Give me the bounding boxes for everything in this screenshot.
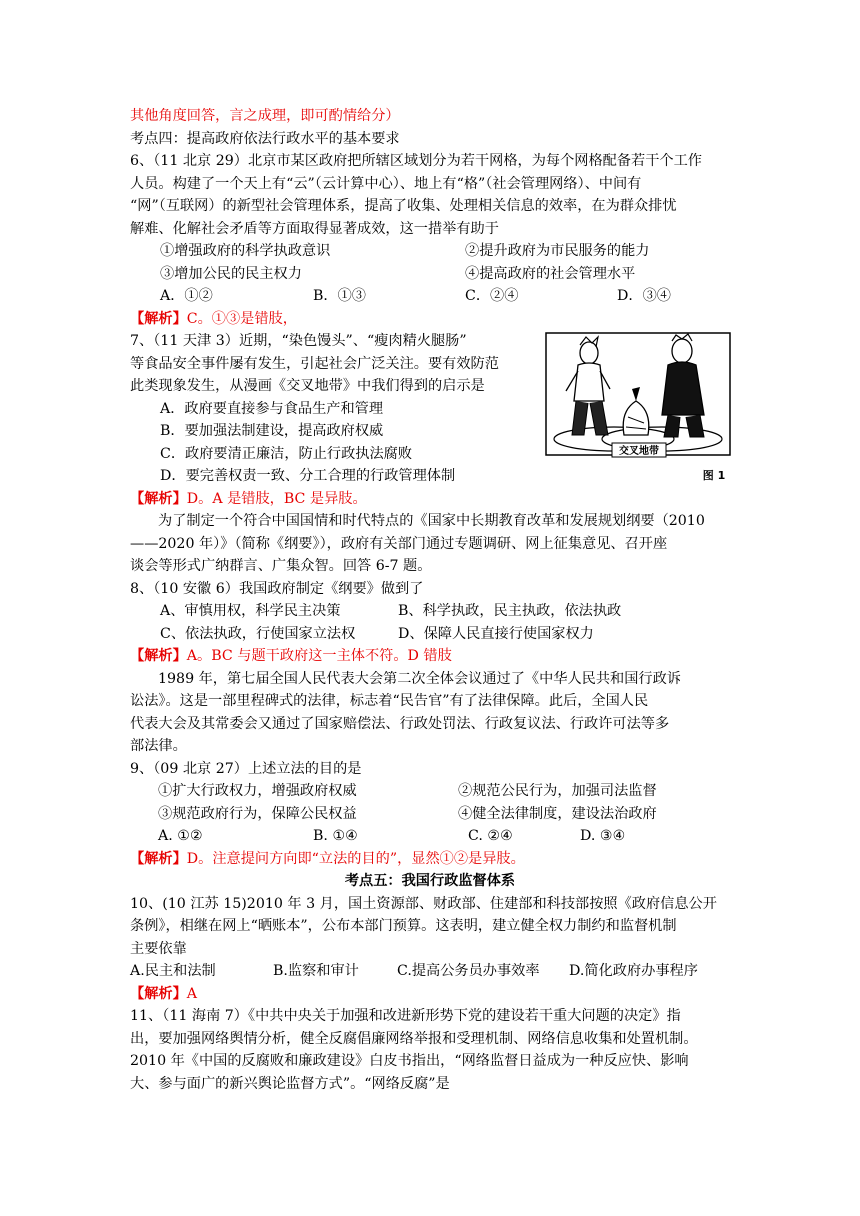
passage-6-7-line-3: 谈会等形式广纳群言、广集众智。回答 6-7 题。 xyxy=(130,558,432,574)
q7-line-2: 等食品安全事件屡有发生，引起社会广泛关注。要有效防范 xyxy=(130,355,499,372)
q8-line-1: 8、（10 安徽 6）我国政府制定《纲要》做到了 xyxy=(130,580,424,597)
q6-options xyxy=(130,285,730,308)
q6-statements-row-2 xyxy=(130,263,730,286)
passage-9-line-2: 讼法》。这是一部里程碑式的法律，标志着“民告官”有了法律保障。此后，全国人民 xyxy=(130,693,649,709)
q8-options-row-2 xyxy=(130,623,730,646)
q7-analysis-label: 【解析】 xyxy=(130,490,187,507)
q6-line-1: 6、（11 北京 29）北京市某区政府把所辖区域划分为若干网格，为每个网格配备若干个工作 xyxy=(130,153,702,169)
passage-9-line-3: 代表大会及其常委会又通过了国家赔偿法、行政处罚法、行政复议法、行政许可法等多 xyxy=(130,715,670,732)
q9-line-1: 9、（09 北京 27）上述立法的目的是 xyxy=(130,760,362,777)
q10-line-2: 条例》，相继在网上“晒账本”，公布本部门预算。这表明，建立健全权力制约和监督机制 xyxy=(130,918,677,934)
q10-option-d: D.简化政府办事程序 xyxy=(569,963,698,979)
q9-options xyxy=(130,825,730,848)
cartoon-caption: 交叉地带 xyxy=(619,446,659,457)
q6-statement-2: ②提升政府为市民服务的能力 xyxy=(465,243,650,259)
question-8 xyxy=(130,578,730,668)
q7-option-d: D．要完善权责一致、分工合理的行政管理体制 xyxy=(160,468,456,484)
q9-statements-row-2 xyxy=(130,803,730,826)
passage-6-7-line-2: ——2020 年）》（简称《纲要》），政府有关部门通过专题调研、网上征集意见、召开座 xyxy=(130,535,668,552)
q8-analysis-text: A。BC 与题干政府这一主体不符。D 错肢 xyxy=(186,648,452,664)
q9-statement-4: ④健全法律制度，建设法治政府 xyxy=(458,805,657,822)
passage-6-7 xyxy=(130,510,730,578)
question-11 xyxy=(130,1005,730,1095)
question-10 xyxy=(130,893,730,1006)
section-heading-4: 考点四：提高政府依法行政水平的基本要求 xyxy=(130,130,400,147)
q6-line-4: 解难、化解社会矛盾等方面取得显著成效，这一措举有助于 xyxy=(130,220,499,237)
prior-answer-note: 其他角度回答，言之成理，即可酌情给分） xyxy=(130,108,400,124)
q11-line-4: 大、参与面广的新兴舆论监督方式”。“网络反腐”是 xyxy=(130,1075,450,1092)
q10-line-3: 主要依靠 xyxy=(130,940,187,957)
q8-analysis-label: 【解析】 xyxy=(130,648,187,664)
q8-options-row-1 xyxy=(130,600,730,623)
q9-option-b: B. ①④ xyxy=(313,828,358,844)
q7-option-b: B．要加强法制建设，提高政府权威 xyxy=(160,423,384,439)
q9-analysis-label: 【解析】 xyxy=(130,850,187,867)
q8-option-b: B、科学执政，民主执政，依法执政 xyxy=(398,603,622,619)
q9-statement-3: ③规范政府行为，保障公民权益 xyxy=(158,805,357,822)
q9-option-a: A. ①② xyxy=(158,828,203,844)
question-6 xyxy=(130,150,730,330)
q6-analysis-label: 【解析】 xyxy=(130,310,187,327)
q6-analysis xyxy=(130,308,730,331)
q6-statement-1: ①增强政府的科学执政意识 xyxy=(160,243,331,259)
q7-line-3: 此类现象发生，从漫画《交叉地带》中我们得到的启示是 xyxy=(130,378,485,394)
q7-analysis-text: D。A 是错肢，BC 是异肢。 xyxy=(186,490,367,507)
q10-analysis-label: 【解析】 xyxy=(130,985,187,1002)
q8-option-a: A、审慎用权，科学民主决策 xyxy=(160,603,341,619)
q9-analysis xyxy=(130,848,730,871)
passage-9-line-4: 部法律。 xyxy=(130,738,187,754)
cartoon-illustration xyxy=(544,331,732,491)
q7-option-a: A．政府要直接参与食品生产和管理 xyxy=(160,400,384,417)
q9-statement-1: ①扩大行政权力，增强政府权威 xyxy=(158,783,357,799)
q6-option-b: B．①③ xyxy=(313,288,366,304)
q11-line-3: 2010 年《中国的反腐败和廉政建设》白皮书指出，“网络监督日益成为一种反应快、影响 xyxy=(130,1053,689,1069)
q10-analysis xyxy=(130,983,730,1006)
q10-option-a: A.民主和法制 xyxy=(130,963,216,979)
q6-statements-row-1 xyxy=(130,240,730,263)
q6-line-3: “网”（互联网）的新型社会管理体系，提高了收集、处理相关信息的效率，在为群众排忧 xyxy=(130,198,677,214)
q9-statements-row-1 xyxy=(130,780,730,803)
q6-analysis-text: C。①③是错肢， xyxy=(186,310,297,327)
q10-line-1: 10、(10 江苏 15)2010 年 3 月，国土资源部、财政部、住建部和科技部按照《政府信息公开 xyxy=(130,895,717,912)
section-heading-5: 考点五：我国行政监督体系 xyxy=(344,873,516,889)
q8-analysis xyxy=(130,645,730,668)
q7-option-c: C．政府要清正廉洁，防止行政执法腐败 xyxy=(160,445,413,462)
q6-statement-3: ③增加公民的民主权力 xyxy=(160,265,302,282)
passage-9-line-1: 1989 年，第七届全国人民代表大会第二次全体会议通过了《中华人民共和国行政诉 xyxy=(158,670,681,687)
q10-options xyxy=(130,960,730,983)
q7-line-1: 7、（11 天津 3）近期，“染色馒头”、“瘦肉精火腿肠” xyxy=(130,333,467,349)
q9-option-d: D. ③④ xyxy=(580,828,626,844)
q6-option-a: A．①② xyxy=(160,288,213,304)
q9-statement-2: ②规范公民行为，加强司法监督 xyxy=(458,783,657,799)
q11-line-2: 出，要加强网络舆情分析，健全反腐倡廉网络举报和受理机制、网络信息收集和处置机制。 xyxy=(130,1030,698,1047)
document-page xyxy=(130,105,730,1095)
q8-option-d: D、保障人民直接行使国家权力 xyxy=(398,625,594,642)
question-9 xyxy=(130,758,730,871)
passage-9 xyxy=(130,668,730,758)
q9-option-c: C. ②④ xyxy=(468,828,513,844)
q6-option-d: D．③④ xyxy=(617,288,671,304)
passage-6-7-line-1: 为了制定一个符合中国国情和时代特点的《国家中长期教育改革和发展规划纲要（2010 xyxy=(158,513,705,529)
cartoon-figure-label: 图 1 xyxy=(702,469,726,482)
q10-option-c: C.提高公务员办事效率 xyxy=(397,963,540,979)
q10-option-b: B.监察和审计 xyxy=(273,963,359,979)
q6-option-c: C．②④ xyxy=(465,288,519,304)
q8-option-c: C、依法执政，行使国家立法权 xyxy=(160,625,356,642)
q10-analysis-text: A xyxy=(186,985,198,1002)
q11-line-1: 11、（11 海南 7）《中共中央关于加强和改进新形势下党的建设若干重大问题的决定》指 xyxy=(130,1008,681,1024)
q6-statement-4: ④提高政府的社会管理水平 xyxy=(465,265,636,282)
q9-analysis-text: D。注意提问方向即“立法的目的”，显然①②是异肢。 xyxy=(186,850,525,867)
q6-line-2: 人员。构建了一个天上有“云”（云计算中心）、地上有“格”（社会管理网络）、中间有 xyxy=(130,175,642,192)
